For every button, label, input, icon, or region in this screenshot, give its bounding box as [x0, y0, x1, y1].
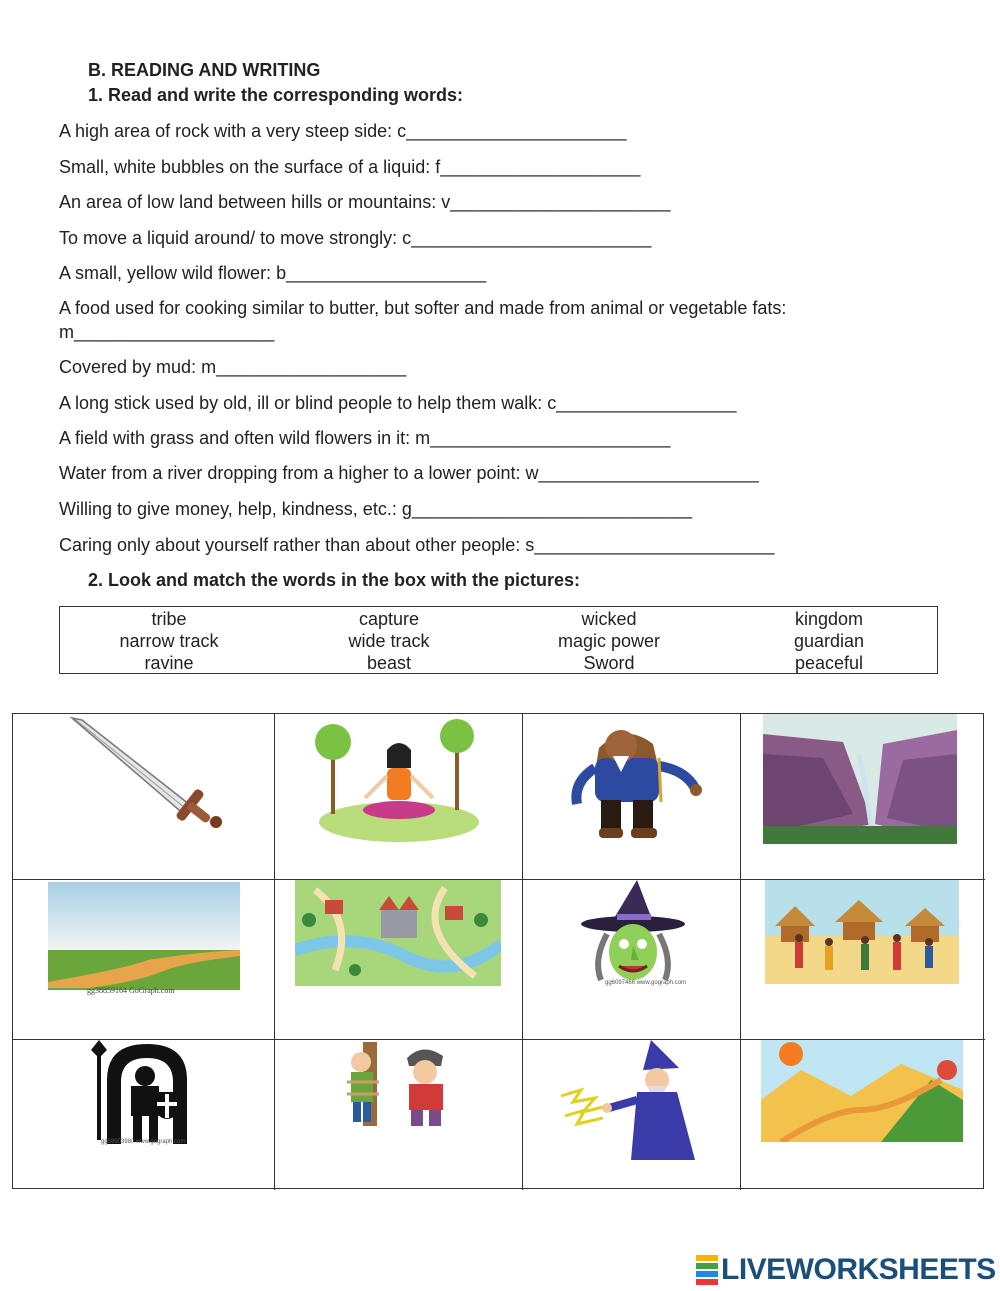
- picture-cell-sword[interactable]: [13, 714, 275, 880]
- section-title: B. READING AND WRITING: [88, 60, 321, 80]
- word-magic-power: magic power: [557, 631, 661, 651]
- part2-title: 2. Look and match the words in the box with the pictures:: [88, 570, 581, 590]
- word-narrow-track: narrow track: [119, 631, 219, 651]
- knight-watermark: gg58903980 www.gograph.com: [101, 1139, 186, 1145]
- question-prompt: Willing to give money, help, kindness, etc.: g: [59, 499, 412, 519]
- word-sword: Sword: [583, 653, 635, 673]
- question-prompt: A small, yellow wild flower: b: [59, 263, 287, 283]
- answer-blank[interactable]: ________________________: [411, 228, 652, 248]
- picture-cell-wide-track[interactable]: [13, 880, 275, 1040]
- question-prompt: m: [59, 322, 74, 342]
- question-row: [59, 534, 775, 556]
- picture-cell-narrow-track[interactable]: [741, 1040, 985, 1190]
- question-prompt: A long stick used by old, ill or blind people to help them walk: c: [59, 393, 557, 413]
- answer-blank[interactable]: ___________________: [216, 357, 407, 377]
- beast-image: [555, 716, 705, 846]
- logo-text: LIVEWORKSHEETS: [721, 1253, 996, 1286]
- question-prompt: Small, white bubbles on the surface of a liquid: f: [59, 157, 441, 177]
- question-prompt: To move a liquid around/ to move strongly: c: [59, 228, 412, 248]
- word-box: [59, 606, 938, 674]
- question-row: [59, 427, 670, 449]
- picture-cell-capture[interactable]: [275, 1040, 523, 1190]
- question-prompt: Water from a river dropping from a higher to a lower point: w: [59, 463, 539, 483]
- question-row: [59, 297, 786, 319]
- question-prompt: Covered by mud: m: [59, 357, 217, 377]
- word-tribe: tribe: [151, 609, 187, 629]
- question-row: [59, 120, 626, 142]
- question-prompt: Caring only about yourself rather than about other people: s: [59, 535, 535, 555]
- picture-cell-tribe[interactable]: [741, 880, 985, 1040]
- word-peaceful: peaceful: [794, 653, 864, 673]
- knight-guardian-image: [87, 1040, 207, 1146]
- word-kingdom: kingdom: [794, 609, 864, 629]
- answer-blank[interactable]: ____________________: [440, 157, 641, 177]
- wide-track-image: [48, 882, 240, 1000]
- picture-cell-magic-power[interactable]: [523, 1040, 741, 1190]
- ravine-image: [763, 714, 957, 844]
- word-capture: capture: [358, 609, 420, 629]
- answer-blank[interactable]: ________________________: [430, 428, 671, 448]
- question-row: [59, 498, 692, 520]
- question-prompt: An area of low land between hills or mountains: v: [59, 192, 451, 212]
- question-row: [59, 156, 640, 178]
- picture-cell-wicked[interactable]: [523, 880, 741, 1040]
- liveworksheets-logo: [696, 1253, 996, 1287]
- question-row: [59, 356, 406, 378]
- witch-image: [573, 880, 693, 984]
- logo-mark-icon: [696, 1255, 718, 1285]
- question-row: [59, 321, 274, 343]
- tribe-village-image: [765, 880, 959, 984]
- picture-cell-guardian[interactable]: [13, 1040, 275, 1190]
- word-beast: beast: [366, 653, 412, 673]
- question-row: [59, 227, 651, 249]
- question-prompt: A food used for cooking similar to butter, but softer and made from animal or vegetable fats:: [59, 298, 787, 318]
- sword-image: [68, 716, 228, 846]
- question-row: [59, 462, 759, 484]
- answer-blank[interactable]: ______________________: [450, 192, 671, 212]
- wide-track-watermark: gg38859164 GoGraph.com: [87, 986, 175, 995]
- question-row: [59, 262, 486, 284]
- answer-blank[interactable]: ____________________________: [411, 499, 693, 519]
- part1-title: 1. Read and write the corresponding words:: [88, 85, 464, 105]
- picture-cell-ravine[interactable]: [741, 714, 985, 880]
- picture-cell-kingdom[interactable]: [275, 880, 523, 1040]
- picture-cell-beast[interactable]: [523, 714, 741, 880]
- answer-blank[interactable]: ____________________: [286, 263, 487, 283]
- answer-blank[interactable]: __________________: [556, 393, 737, 413]
- answer-blank[interactable]: ____________________: [74, 322, 275, 342]
- picture-grid: [12, 713, 984, 1189]
- narrow-track-image: [761, 1040, 963, 1142]
- question-row: [59, 191, 670, 213]
- word-wicked: wicked: [581, 609, 637, 629]
- meditating-woman-image: [301, 714, 496, 842]
- word-guardian: guardian: [793, 631, 865, 651]
- kingdom-map-image: [295, 880, 501, 986]
- answer-blank[interactable]: ______________________: [406, 121, 627, 141]
- question-prompt: A high area of rock with a very steep side: c: [59, 121, 407, 141]
- question-row: [59, 392, 736, 414]
- question-prompt: A field with grass and often wild flowers in it: m: [59, 428, 431, 448]
- wizard-image: [551, 1040, 719, 1162]
- word-ravine: ravine: [144, 653, 194, 673]
- witch-watermark: gg6097466 www.gograph.com: [605, 980, 687, 986]
- capture-image: [343, 1040, 461, 1128]
- answer-blank[interactable]: ______________________: [538, 463, 759, 483]
- picture-cell-peaceful[interactable]: [275, 714, 523, 880]
- word-wide-track: wide track: [348, 631, 430, 651]
- answer-blank[interactable]: ________________________: [534, 535, 775, 555]
